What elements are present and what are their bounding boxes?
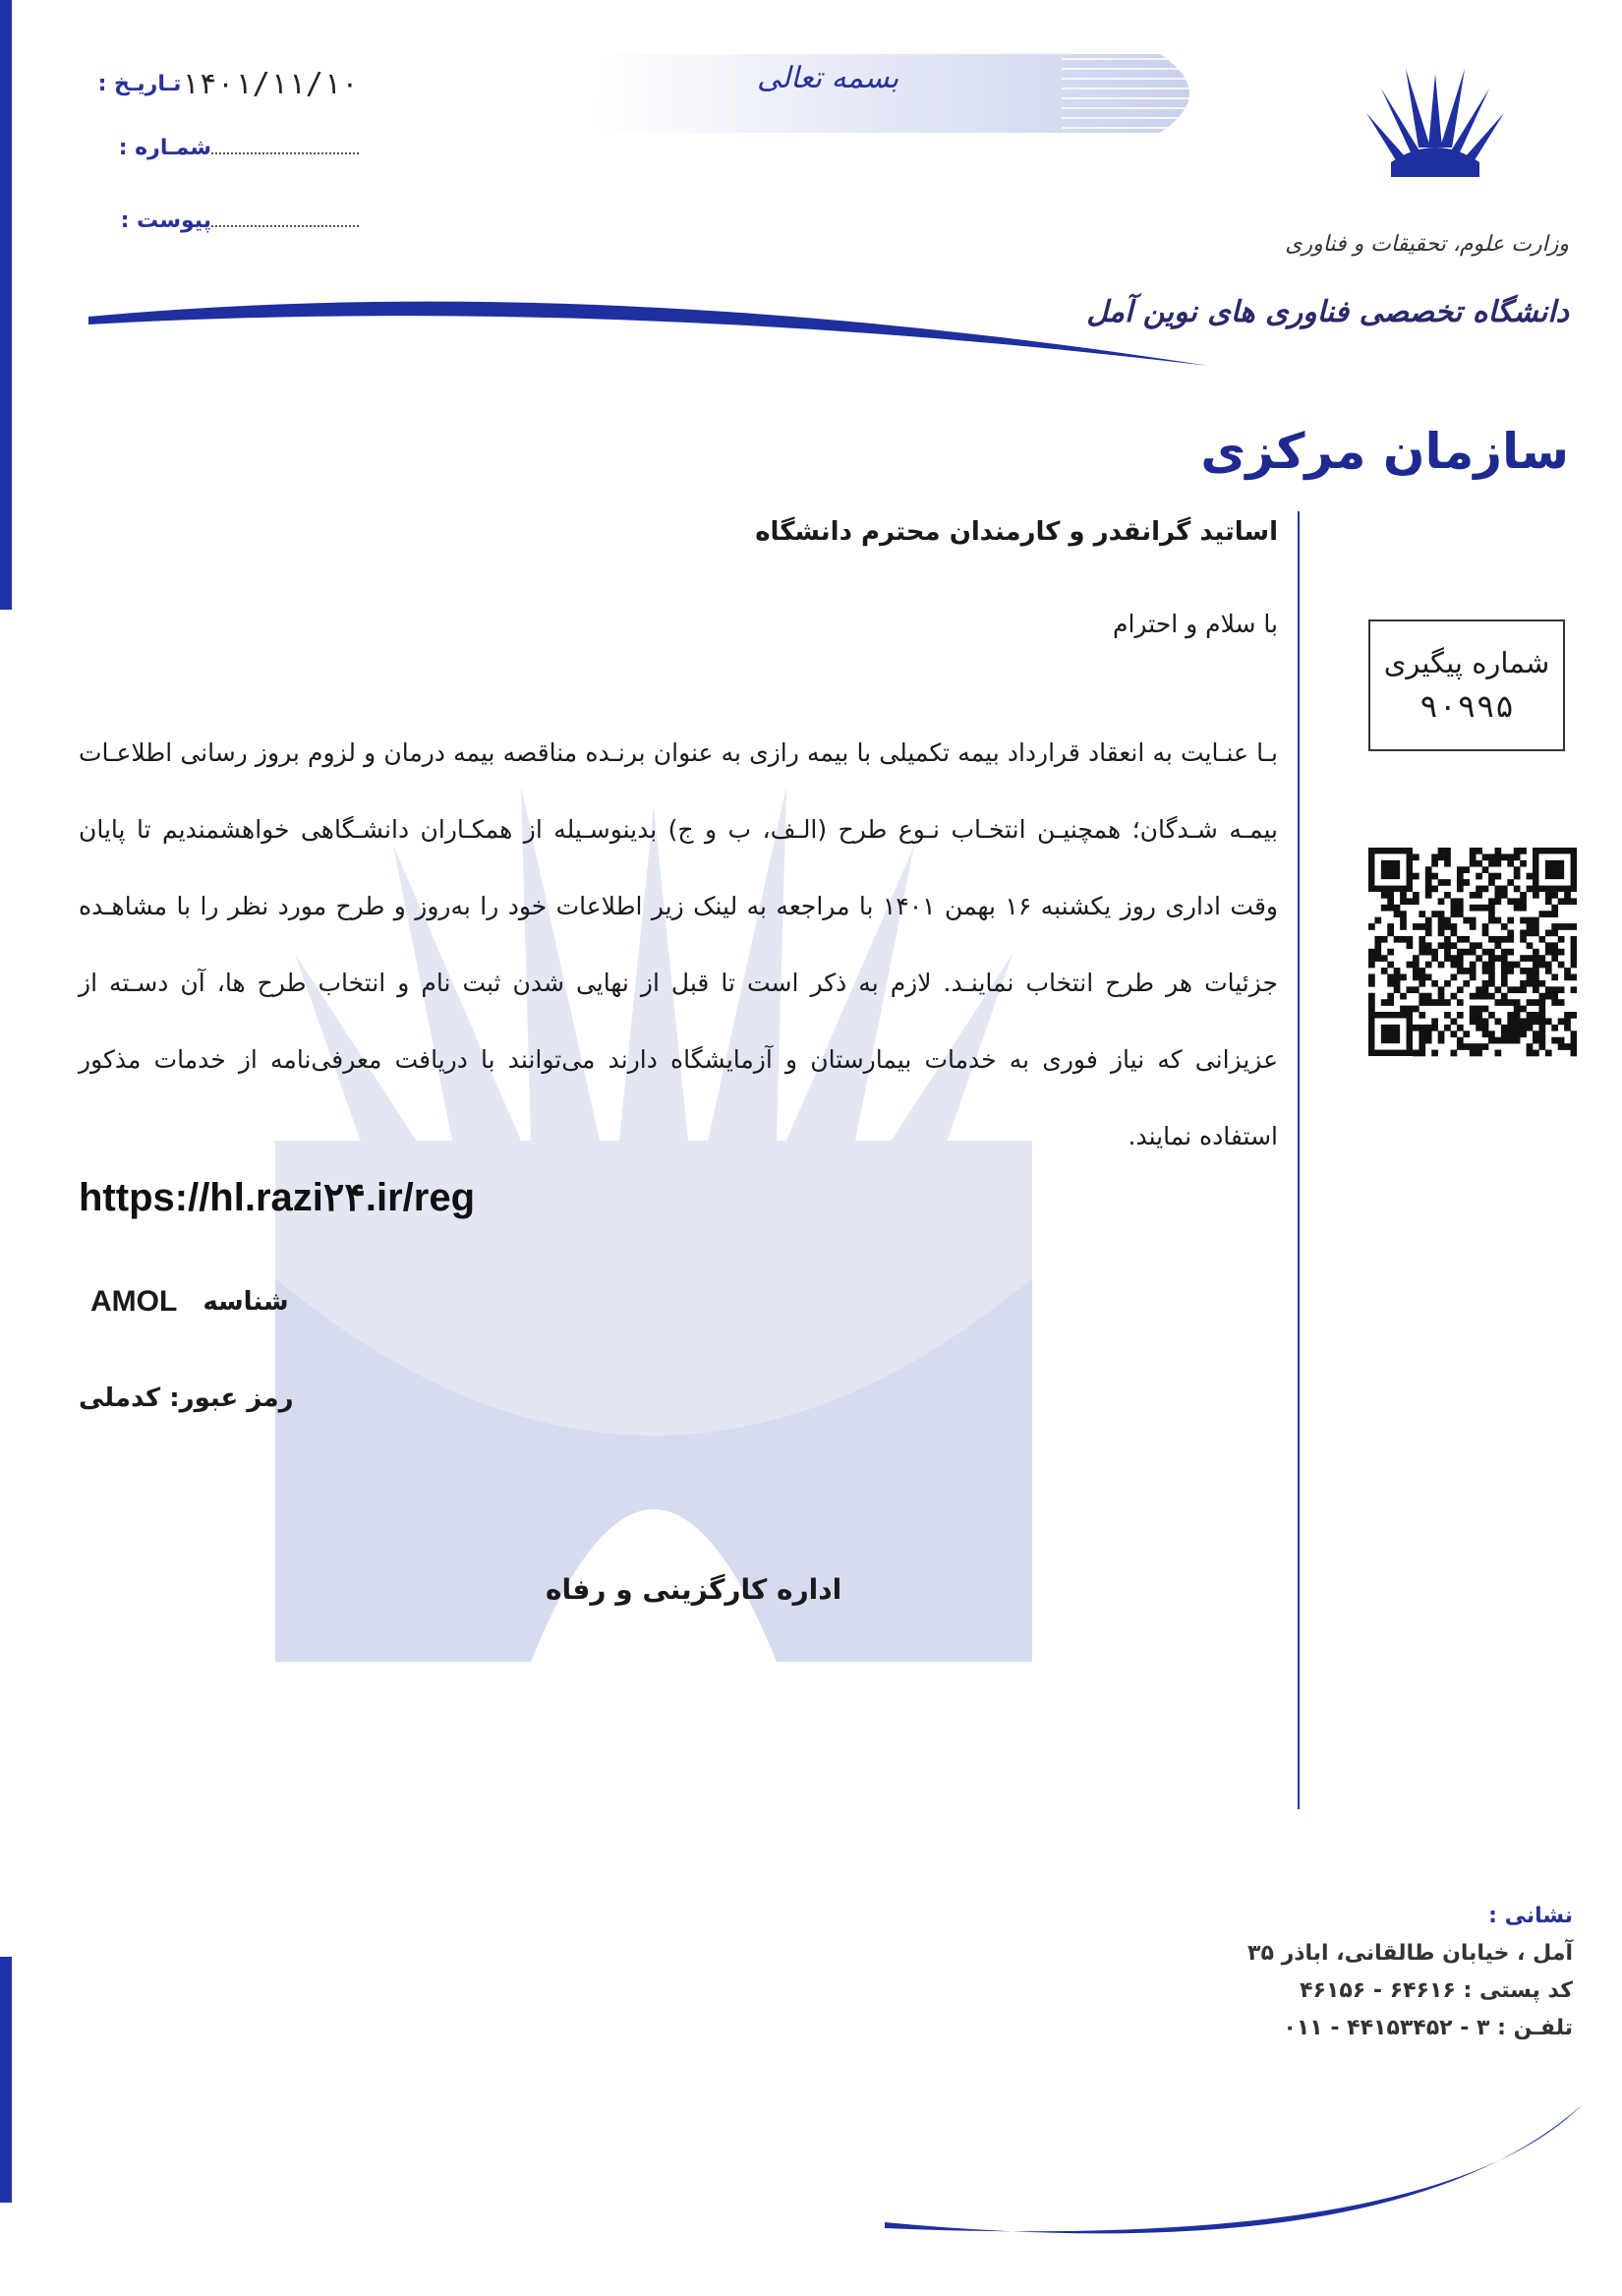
- login-id: [90, 1285, 289, 1319]
- address-label: نشانی :: [1488, 1904, 1573, 1928]
- letter-body: بـا عنـایت به انعقاد قرارداد بیمه تکمیلی با بیمه رازی به عنوان برنـده مناقصه بیمه درمان و لزوم بروز رسانی اطلاعـات بیمـه شـدگان؛ همچنیـن انتخـاب نـوع طرح (الـف، ب و ج) بدینوسـیله از همکـاران دانشـگاهی خواهشمندیم تا پایان وقت اداری روز یکشنبه ۱۶ بهمن ۱۴۰۱ با مراجعه به لینک زیر اطلاعات خود را به‌روز و طرح مورد نظر را با مشاهـده جزئیات هر طرح انتخاب نماینـد. لازم به ذکر است تا قبل از نهایی شدن ثبت نام و انتخاب طرح ها، آن دسـته از عزیزانی که نیاز فوری به خدمات بیمارستان و آزمایشگاه دارند می‌توانند با دریافت معرفی‌نامه از خدمات مذکور استفاده نمایند.: [79, 738, 1278, 1150]
- vertical-divider: [1298, 511, 1300, 1809]
- date-field: [90, 67, 359, 101]
- number-field: [111, 136, 359, 160]
- attachment-blank: [211, 215, 359, 227]
- date-label: تـاریـخ :: [97, 72, 182, 96]
- university-name: دانشگاه تخصصی فناوری های نوین آمل: [1086, 295, 1569, 329]
- ministry-name: وزارت علوم، تحقیقات و فناوری: [1285, 232, 1569, 257]
- address-postal: کد پستی : ۶۴۶۱۶ - ۴۶۱۵۶: [1300, 1978, 1573, 2003]
- address-phone: تلفـن : ۳ - ۴۴۱۵۳۴۵۲ - ۰۱۱: [1283, 2016, 1573, 2040]
- date-value: ۱۴۰۱/۱۱/۱۰: [181, 67, 359, 101]
- tracking-box: [1368, 619, 1565, 751]
- tracking-number: ۹۰۹۹۵: [1419, 687, 1515, 725]
- basmala: بسمه تعالی: [757, 61, 899, 95]
- signature-office: اداره کارگزینی و رفاه: [546, 1573, 842, 1606]
- address-block: [1247, 1898, 1573, 2047]
- qr-code[interactable]: [1368, 848, 1577, 1058]
- tracking-label: شماره پیگیری: [1383, 646, 1550, 679]
- number-label: شمـاره :: [118, 136, 211, 160]
- attachment-field: [113, 208, 359, 233]
- login-id-label: شناسه: [203, 1287, 289, 1317]
- address-street: آمل ، خیابان طالقانی، اباذر ۳۵: [1247, 1941, 1573, 1966]
- number-blank: [211, 143, 359, 154]
- login-id-value: AMOL: [90, 1285, 178, 1318]
- left-edge-bar-top: [0, 0, 12, 610]
- letter-greeting: با سلام و احترام: [1113, 610, 1278, 638]
- left-edge-bar-bottom: [0, 1957, 12, 2203]
- university-logo: [1361, 54, 1509, 182]
- attachment-label: پیوست :: [120, 208, 211, 233]
- letter-recipient: اساتید گرانقدر و کارمندان محترم دانشگاه: [755, 517, 1278, 547]
- department-title: سازمان مرکزی: [1200, 423, 1569, 480]
- registration-link[interactable]: https://hl.razi۲۴.ir/reg: [79, 1176, 476, 1219]
- footer-decoration: [0, 2085, 1622, 2281]
- password-hint: رمز عبور: کدملی: [79, 1383, 294, 1413]
